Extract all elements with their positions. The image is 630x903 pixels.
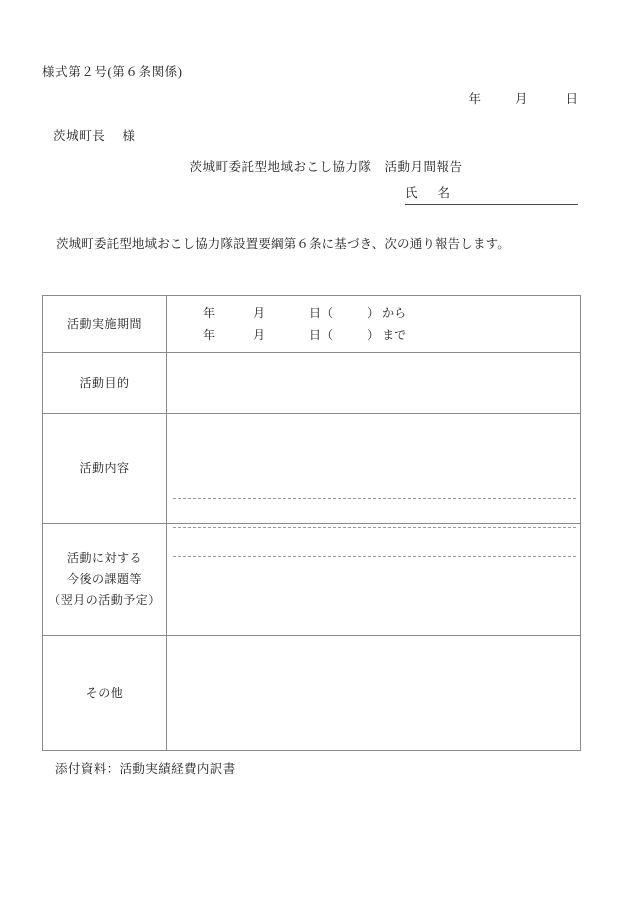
row-label-activity-content: [43, 414, 167, 524]
page-title: [0, 157, 630, 175]
row-label-activity-purpose: [43, 353, 167, 414]
date-day-label: 日: [565, 92, 578, 106]
row-label-line: 活動内容: [79, 461, 130, 476]
period-to-day: 日: [309, 328, 322, 343]
addressee: [53, 126, 136, 144]
row-value-other[interactable]: [167, 636, 581, 751]
table-row: [43, 524, 581, 636]
row-label-other: [43, 636, 167, 751]
period-to-year: 年: [203, 328, 216, 343]
table-row: [43, 414, 581, 524]
report-table: [42, 295, 581, 751]
period-from-paren-close: ）: [367, 306, 380, 320]
period-from-paren-open: （: [321, 306, 334, 320]
period-to-paren-open: （: [321, 328, 334, 343]
name-label-first: 氏: [405, 186, 418, 200]
name-label-second: 名: [437, 186, 451, 200]
period-from-suffix: から: [382, 306, 407, 320]
row-value-future-issues[interactable]: [167, 524, 581, 636]
row-value-activity-content[interactable]: [167, 414, 581, 524]
addressee-honorific: 様: [122, 129, 136, 143]
guide-line: [173, 498, 576, 499]
activity-period-dates: [167, 296, 580, 352]
guide-line: [173, 527, 576, 528]
name-field[interactable]: [405, 183, 578, 205]
row-label-line: （翌月の活動予定）: [48, 593, 161, 608]
period-from-day: 日: [309, 306, 322, 320]
addressee-name: 茨城町長: [53, 129, 106, 143]
date-year-label: 年: [468, 92, 481, 106]
row-label-line: 活動目的: [79, 375, 130, 390]
period-to-line: [203, 324, 580, 346]
row-label-line: 活動実施期間: [66, 316, 142, 331]
date-month-label: 月: [514, 92, 528, 106]
form-number: 様式第２号(第６条関係): [42, 65, 183, 79]
page-title-sub: 活動月間報告: [384, 160, 463, 174]
date-line: [468, 89, 578, 107]
table-row: [43, 353, 581, 414]
row-label-activity-period: [43, 296, 167, 353]
period-to-month: 月: [253, 328, 266, 343]
table-row: [43, 296, 581, 353]
period-from-year: 年: [203, 306, 216, 320]
guide-line: [173, 556, 576, 557]
table-row: [43, 636, 581, 751]
row-value-activity-period[interactable]: [167, 296, 581, 353]
intro-paragraph: 茨城町委託型地域おこし協力隊設置要綱第６条に基づき、次の通り報告します。: [56, 237, 510, 251]
row-label-line: その他: [85, 685, 124, 700]
period-from-month: 月: [253, 306, 266, 320]
row-label-line: 今後の課題等: [66, 572, 142, 587]
period-from-line: [203, 302, 580, 324]
row-label-line: 活動に対する: [66, 551, 142, 566]
attachment-note: 添付資料：活動実績経費内訳書: [55, 762, 236, 776]
row-value-activity-purpose[interactable]: [167, 353, 581, 414]
period-to-paren-close: ）: [367, 328, 380, 343]
period-to-suffix: まで: [382, 328, 407, 343]
row-label-future-issues: [43, 524, 167, 636]
page-title-main: 茨城町委託型地域おこし協力隊: [189, 160, 372, 174]
